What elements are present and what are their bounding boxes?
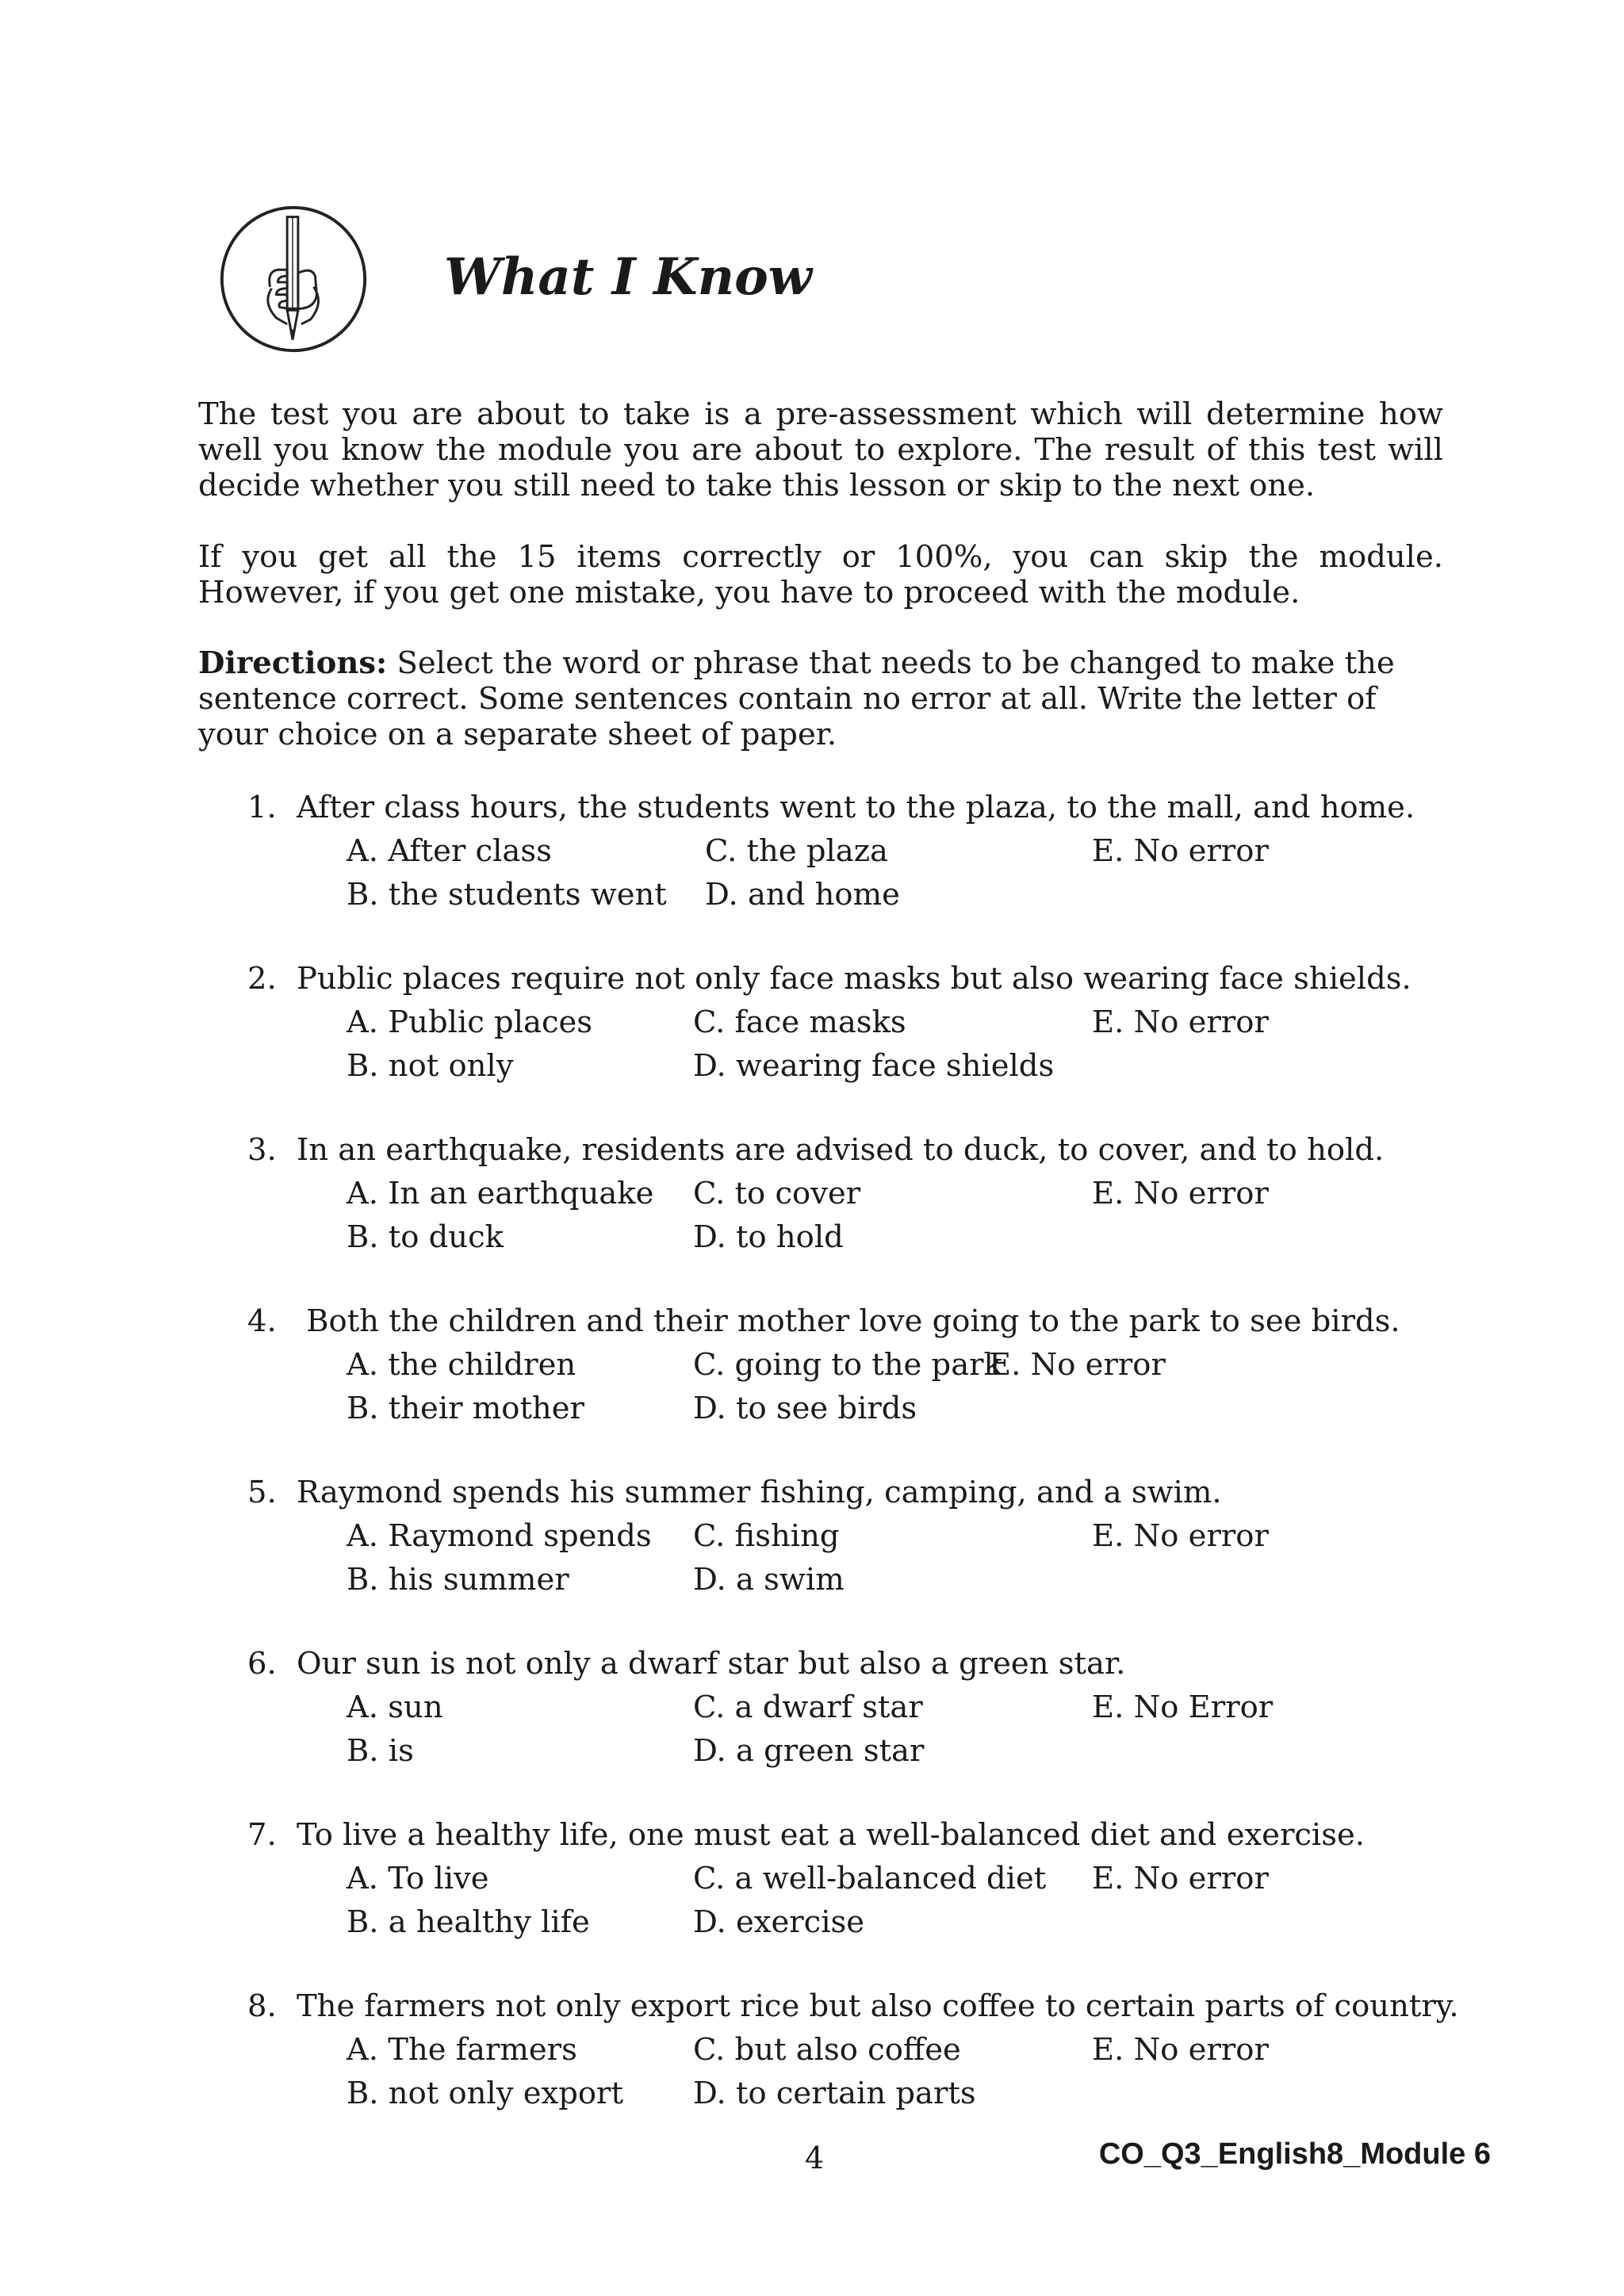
directions-text: Select the word or phrase that needs to be changed to make the sentence correct. Some sentences contain no error at all. Write the letter of your choice on a separate sheet of paper.	[198, 645, 1395, 752]
option-a: A. To live	[347, 1861, 489, 1896]
page-number: 4	[805, 2141, 825, 2175]
option-d: D. to certain parts	[693, 2076, 976, 2111]
question-stem: Public places require not only face masks but also wearing face shields.	[297, 961, 1411, 997]
option-d: D. to hold	[693, 1219, 844, 1255]
question-stem: After class hours, the students went to the plaza, to the mall, and home.	[297, 790, 1415, 825]
question-stem: Our sun is not only a dwarf star but also a green star.	[297, 1646, 1126, 1682]
question-number: 4.	[247, 1303, 277, 1339]
option-a: A. After class	[347, 833, 552, 869]
option-c: C. a well-balanced diet	[693, 1861, 1047, 1896]
option-b: B. is	[347, 1733, 414, 1769]
option-b: B. his summer	[347, 1562, 569, 1598]
skip-rule-paragraph: If you get all the 15 items correctly or 100%, you can skip the module. However, if you get one mistake, you have to proceed with the module.	[198, 539, 1443, 610]
option-c: C. but also coffee	[693, 2032, 961, 2068]
option-e: E. No error	[1092, 1004, 1269, 1040]
option-a: A. Public places	[347, 1004, 593, 1040]
question-number: 6.	[247, 1646, 277, 1682]
question-stem: Both the children and their mother love going to the park to see birds.	[297, 1303, 1400, 1339]
question-number: 8.	[247, 1988, 277, 2024]
option-e: E. No error	[1092, 2032, 1269, 2068]
directions-label: Directions:	[198, 645, 388, 681]
question-stem: Raymond spends his summer fishing, camping, and a swim.	[297, 1475, 1222, 1510]
option-a: A. The farmers	[347, 2032, 577, 2068]
option-d: D. and home	[705, 877, 900, 913]
question-stem: To live a healthy life, one must eat a well-balanced diet and exercise.	[297, 1817, 1365, 1853]
option-b: B. their mother	[347, 1391, 584, 1426]
option-d: D. exercise	[693, 1904, 865, 1940]
option-b: B. a healthy life	[347, 1904, 590, 1940]
question-number: 2.	[247, 961, 277, 997]
option-b: B. not only	[347, 1048, 514, 1084]
question-stem: In an earthquake, residents are advised to duck, to cover, and to hold.	[297, 1132, 1385, 1168]
page-title: What I Know	[444, 247, 812, 307]
question-stem: The farmers not only export rice but also coffee to certain parts of country.	[297, 1988, 1459, 2024]
option-c: C. fishing	[693, 1518, 840, 1554]
option-d: D. to see birds	[693, 1391, 917, 1426]
intro-paragraph: The test you are about to take is a pre-assessment which will determine how well you know the module you are about to explore. The result of this test will decide whether you still need to take this lesson or skip to the next one.	[198, 396, 1443, 503]
option-c: C. to cover	[693, 1176, 861, 1211]
option-c: C. the plaza	[705, 833, 888, 869]
module-code: CO_Q3_English8_Module 6	[1098, 2137, 1491, 2171]
option-a: A. sun	[347, 1689, 443, 1725]
question-number: 1.	[247, 790, 277, 825]
directions-paragraph	[198, 645, 1443, 752]
option-d: D. a green star	[693, 1733, 925, 1769]
option-c: C. going to the park	[693, 1347, 1002, 1383]
question-number: 7.	[247, 1817, 277, 1853]
option-b: B. the students went	[347, 877, 667, 913]
option-a: A. Raymond spends	[347, 1518, 652, 1554]
option-c: C. face masks	[693, 1004, 906, 1040]
option-d: D. a swim	[693, 1562, 845, 1598]
option-c: C. a dwarf star	[693, 1689, 923, 1725]
option-a: A. In an earthquake	[347, 1176, 654, 1211]
option-e: E. No error	[1092, 833, 1269, 869]
question-number: 3.	[247, 1132, 277, 1168]
hand-holding-pencil-icon	[216, 201, 371, 357]
option-e: E. No Error	[1092, 1689, 1274, 1725]
option-e: E. No error	[1092, 1861, 1269, 1896]
option-e: E. No error	[1092, 1176, 1269, 1211]
option-b: B. to duck	[347, 1219, 504, 1255]
option-e: E. No error	[989, 1347, 1166, 1383]
option-d: D. wearing face shields	[693, 1048, 1055, 1084]
option-e: E. No error	[1092, 1518, 1269, 1554]
question-number: 5.	[247, 1475, 277, 1510]
option-a: A. the children	[347, 1347, 576, 1383]
option-b: B. not only export	[347, 2076, 623, 2111]
